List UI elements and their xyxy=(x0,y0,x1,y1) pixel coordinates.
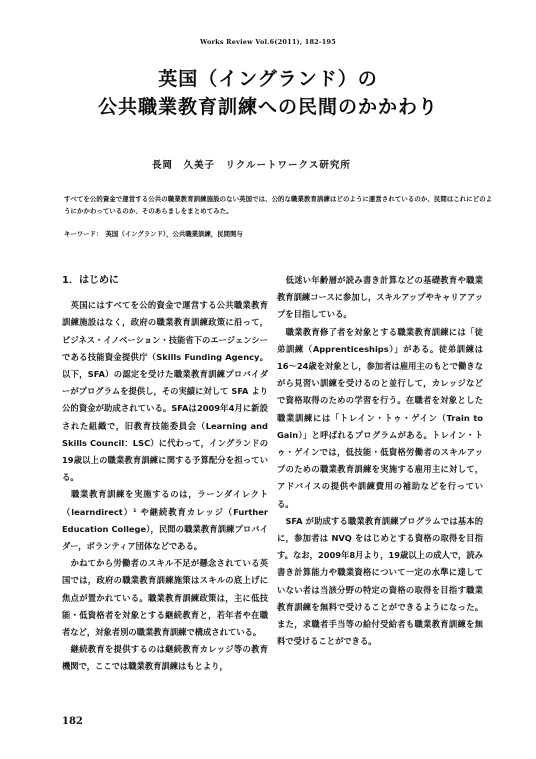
page-number: 182 xyxy=(62,716,83,727)
right-column xyxy=(277,272,483,650)
left-column xyxy=(62,272,268,676)
left-paragraph-4: 継続教育を提供するのは継続教育カレッジ等の教育機関で，ここでは職業教育訓練はもとより， xyxy=(62,644,268,672)
left-paragraph-3: かねてから労働者のスキル不足が懸念されている英国では，政府の職業教育訓練施策はスキルの底上げに焦点が置かれている。職業教育訓練政策は，主に低技能・低資格者を対象とする継続教育と，若年者や在職者など，対象者別の職業教育訓練で構成されている。 xyxy=(62,558,268,638)
right-paragraph-2: 職業教育修了者を対象とする職業教育訓練には「徒弟訓練（Apprenticeships）」がある。徒弟訓練は16〜24歳を対象とし，参加者は雇用主のもとで働きながら見習い訓練を受けるのと並行して，カレッジなどで資格取得のための学習を行う。在職者を対象とした職業訓練には「トレイン・トゥ・ゲイン（Train to Gain）」と呼ばれるプログラムがある。トレイン・トゥ・ゲインでは，低技能・低資格労働者のスキルアップのための職業教育訓練を実施する雇用主に対して，アドバイスの提供や訓練費用の補助などを行っている。 xyxy=(277,326,483,509)
title-line-1: 英国（イングランド）の xyxy=(158,68,378,90)
keywords: キーワード： 英国（イングランド），公共職業訓練，民間関与 xyxy=(64,230,243,238)
title-line-2: 公共職業教育訓練への民間のかかわり xyxy=(97,96,438,118)
author-line: 長岡 久美子 リクルートワークス研究所 xyxy=(152,160,351,171)
journal-header: Works Review Vol.6(2011), 182-195 xyxy=(200,38,336,46)
right-paragraph-3: SFA が助成する職業教育訓練プログラムでは基本的に，参加者は NVQ をはじめとする資格の取得を目指す。なお，2009年8月より，19歳以上の成人で，読み書き計算能力や職業資格について一定の水準に達していない者は当該分野の特定の資格の取得を目指す職業教育訓練を無料で受けることができるようになった。また，求職者手当等の給付受給者も職業教育訓練を無料で受けることができる。 xyxy=(277,515,483,647)
section-heading: 1．はじめに xyxy=(62,275,119,286)
left-paragraph-1: 英国にはすべてを公的資金で運営する公共職業教育訓練施設はなく，政府の職業教育訓練政策に沿って，ビジネス・イノベーション・技能省下のエージェンシーである技能資金提供庁（Skills Funding Agency。以下，SFA）の認定を受けた職業教育訓練プロバイダーがプログラムを提供し，その実績に対して SFA より公的資金が助成されている。SFAは2009年4月に新設された組織で，旧教育技能委員会（Learning and Skills Council：LSC）に代わって，イングランドの19歳以上の職業教育訓練に関する予算配分を担っている。 xyxy=(62,300,268,483)
right-paragraph-1: 低迷い年齢層が読み書き計算などの基礎教育や職業教育訓練コースに参加し，スキルアップやキャリアアップを目指している。 xyxy=(277,275,483,320)
left-paragraph-2: 職業教育訓練を実施するのは，ラーンダイレクト（learndirect）¹ や継続教育カレッジ（Further Education College），民間の職業教育訓練プロバイダー，ボランティア団体などである。 xyxy=(62,489,268,552)
abstract: すべてを公的資金で運営する公共の職業教育訓練施設のない英国では、公的な職業教育訓練はどのように運営されているのか、民間はこれにどのようにかかわっているのか、そのあらましをまとめてみた。 xyxy=(64,195,493,215)
